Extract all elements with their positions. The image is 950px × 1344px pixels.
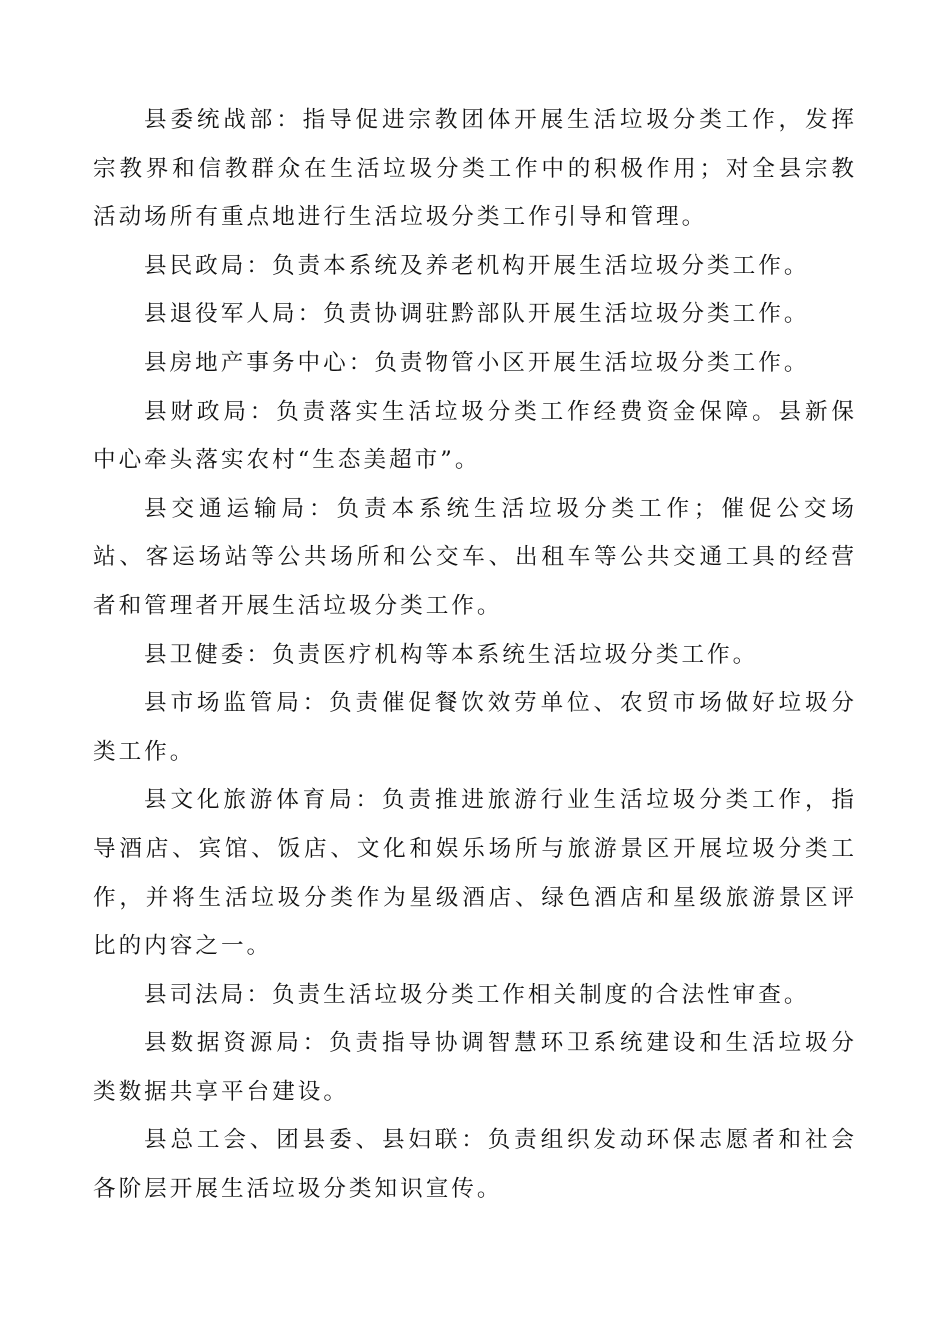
paragraph-finance <box>93 388 857 485</box>
separator: ： <box>355 787 382 814</box>
paragraph-real-estate <box>93 339 857 388</box>
department-name: 县市场监管局 <box>144 690 303 717</box>
paragraph-civil-affairs <box>93 242 857 291</box>
department-name: 县总工会、团县委、县妇联 <box>144 1127 462 1154</box>
department-duty: 负责催促餐饮效劳单位、农贸市场做好垃圾分类工作。 <box>93 690 858 765</box>
department-name: 县退役军人局 <box>144 301 298 328</box>
separator: ： <box>302 690 330 717</box>
separator: ： <box>297 301 324 328</box>
separator: ： <box>461 1127 488 1154</box>
paragraph-data-resources <box>93 1019 857 1116</box>
department-duty: 负责推进旅游行业生活垃圾分类工作，指导酒店、宾馆、饭店、文化和娱乐场所与旅游景区开展垃圾分类工作，并将生活垃圾分类作为星级酒店、绿色酒店和星级旅游景区评比的内容之一。 <box>93 787 858 960</box>
department-duty: 负责生活垃圾分类工作相关制度的合法性审查。 <box>271 981 810 1008</box>
department-duty: 负责协调驻黔部队开展生活垃圾分类工作。 <box>323 301 810 328</box>
department-name: 县民政局 <box>144 252 247 279</box>
department-name: 县文化旅游体育局 <box>144 787 356 814</box>
paragraph-transport <box>93 485 857 631</box>
paragraph-market-supervision <box>93 679 857 776</box>
separator: ： <box>246 641 272 668</box>
paragraph-unions <box>93 1116 857 1213</box>
separator: ： <box>249 398 277 425</box>
paragraph-veterans <box>93 290 857 339</box>
separator: ： <box>302 1030 330 1057</box>
paragraph-health <box>93 631 857 680</box>
department-duty: 指导促进宗教团体开展生活垃圾分类工作，发挥宗教界和信教群众在生活垃圾分类工作中的积极作用；对全县宗教活动场所有重点地进行生活垃圾分类工作引导和管理。 <box>93 107 858 231</box>
separator: ： <box>276 107 303 133</box>
separator: ： <box>308 495 337 522</box>
department-name: 县委统战部 <box>144 107 277 133</box>
department-name: 县司法局 <box>144 981 247 1008</box>
separator: ： <box>348 349 375 376</box>
document-page <box>93 96 857 1214</box>
department-duty: 负责本系统生活垃圾分类工作；催促公交场站、客运场站等公共场所和公交车、出租车等公共交通工具的经营者和管理者开展生活垃圾分类工作。 <box>93 495 858 619</box>
separator: ： <box>246 981 272 1008</box>
paragraph-culture-tourism <box>93 776 857 970</box>
paragraph-justice <box>93 971 857 1020</box>
separator: ： <box>246 252 272 279</box>
department-name: 县卫健委 <box>144 641 247 668</box>
department-duty: 负责物管小区开展生活垃圾分类工作。 <box>374 349 810 376</box>
department-name: 县交通运输局 <box>144 495 309 522</box>
department-name: 县数据资源局 <box>144 1030 303 1057</box>
department-name: 县房地产事务中心 <box>144 349 349 376</box>
department-duty: 负责指导协调智慧环卫系统建设和生活垃圾分类数据共享平台建设。 <box>93 1030 858 1105</box>
department-duty: 负责本系统及养老机构开展生活垃圾分类工作。 <box>271 252 810 279</box>
department-duty: 负责医疗机构等本系统生活垃圾分类工作。 <box>271 641 759 668</box>
paragraph-united-front <box>93 96 857 242</box>
department-duty: 负责落实生活垃圾分类工作经费资金保障。县新保中心牵头落实农村“生态美超市”。 <box>93 398 858 474</box>
department-duty: 负责组织发动环保志愿者和社会各阶层开展生活垃圾分类知识宣传。 <box>93 1127 858 1203</box>
department-name: 县财政局 <box>144 398 250 425</box>
